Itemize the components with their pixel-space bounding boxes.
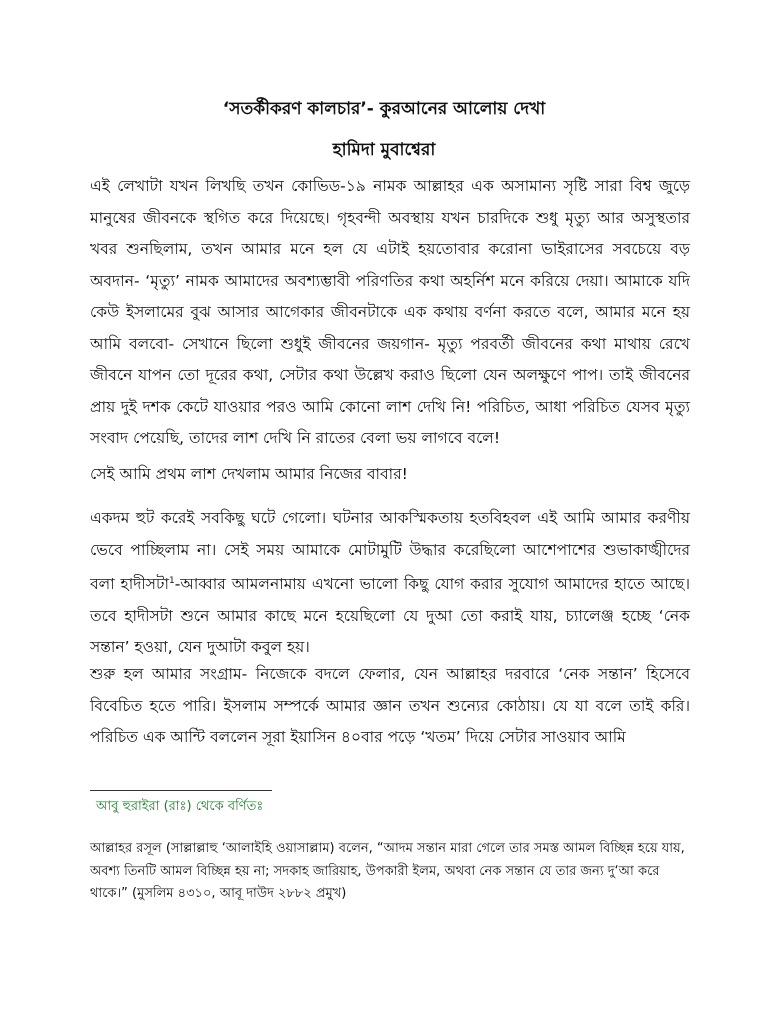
author-name: হামিদা মুবাশ্বেরা xyxy=(332,140,436,160)
paragraph-4: শুরু হল আমার সংগ্রাম- নিজেকে বদলে ফেলার, যেন আল্লাহর দরবারে ‘নেক সন্তান’ হিসেবে বিবেচিত হতে পারি। ইসলাম সম্পর্কে আমার জ্ঞান তখন শুন্যের কোঠায়। যে যা বলে তাই করি। পরিচিত এক আন্টি বললেন সূরা ইয়াসিন ৪০বার পড়ে ‘খতম’ দিয়ে সেটার সাওয়াব আমি xyxy=(90,665,690,746)
paragraph-3-part-2: -আব্বার আমলনামায় এখনো ভালো কিছু যোগ করার সুযোগ আমাদের হাতে আছে। তবে হাদীসটা শুনে আমার কাছে মনে হয়েছিলো যে দুআ তো করাই যায়, চ্যালেঞ্জ হচ্ছে ‘নেক সন্তান’ হওয়া, যেন দুআটা কবুল হয়। xyxy=(90,575,690,657)
footnote-divider xyxy=(90,790,272,791)
footnote-text: আল্লাহর রসূল (সাল্লাল্লাহু ‘আলাইহি ওয়াসাল্লাম) বলেন, “আদম সন্তান মারা গেলে তার সমস্ত আমল বিচ্ছিন্ন হয়ে যায়, অবশ্য তিনটি আমল বিচ্ছিন্ন হয় না; সদকাহ জারিয়াহ, উপকারী ইলম, অথবা নেক সন্তান যে তার জন্য দু‘আ করে থাকে।” (মুসলিম ৪৩১০, আবূ দাউদ ২৮৮২ প্রমুখ) xyxy=(90,841,685,901)
footnote-source: আবু হুরাইরা (রাঃ) থেকে বর্ণিতঃ xyxy=(96,799,264,814)
paragraph-2: সেই আমি প্রথম লাশ দেখলাম আমার নিজের বাবার! xyxy=(90,465,408,483)
paragraph-1: এই লেখাটা যখন লিখছি তখন কোভিড-১৯ নামক আল্লাহর এক অসামান্য সৃষ্টি সারা বিশ্ব জুড়ে মানুষের জীবনকে স্থগিত করে দিয়েছে। গৃহবন্দী অবস্থায় যখন চারদিকে শুধু মৃত্যু আর অসুস্থতার খবর শুনছিলাম, তখন আমার মনে হল যে এটাই হয়তোবার করোনা ভাইরাসের সবচেয়ে বড় অবদান- ‘মৃত্যু’ নামক আমাদের অবশ্যম্ভাবী পরিণতির কথা অহর্নিশ মনে করিয়ে দেয়া। আমাকে যদি কেউ ইসলামের বুঝ আসার আগেকার জীবনটাকে এক কথায় বর্ণনা করতে বলে, আমার মনে হয় আমি বলবো- সেখানে ছিলো শুধুই জীবনের জয়গান- মৃত্যু পরবর্তী জীবনের কথা মাথায় রেখে জীবনে যাপন তো দূরের কথা, সেটার কথা উল্লেখ করাও ছিলো যেন অলক্ষুণে পাপ। তাই জীবনের প্রায় দুই দশক কেটে যাওয়ার পরও আমি কোনো লাশ দেখি নি! পরিচিত, আধা পরিচিত যেসব মৃত্যু সংবাদ পেয়েছি, তাদের লাশ দেখি নি রাতের বেলা ভয় লাগবে বলে! xyxy=(90,177,690,447)
footnote-reference[interactable]: 1 xyxy=(168,576,175,586)
article-title: ‘সতর্কীকরণ কালচার’- কুরআনের আলোয় দেখা xyxy=(222,99,546,119)
paragraph-3-part-1: একদম হুট করেই সবকিছু ঘটে গেলো। ঘটনার আকস্মিকতায় হতবিহবল এই আমি আমার করণীয় ভেবে পাচ্ছিলাম না। সেই সময় আমাকে মোটামুটি উদ্ধার করেছিলো আশেপাশের শুভাকাঙ্খীদের বলা হাদীসটা xyxy=(90,509,690,594)
paragraph-3 xyxy=(90,503,690,664)
